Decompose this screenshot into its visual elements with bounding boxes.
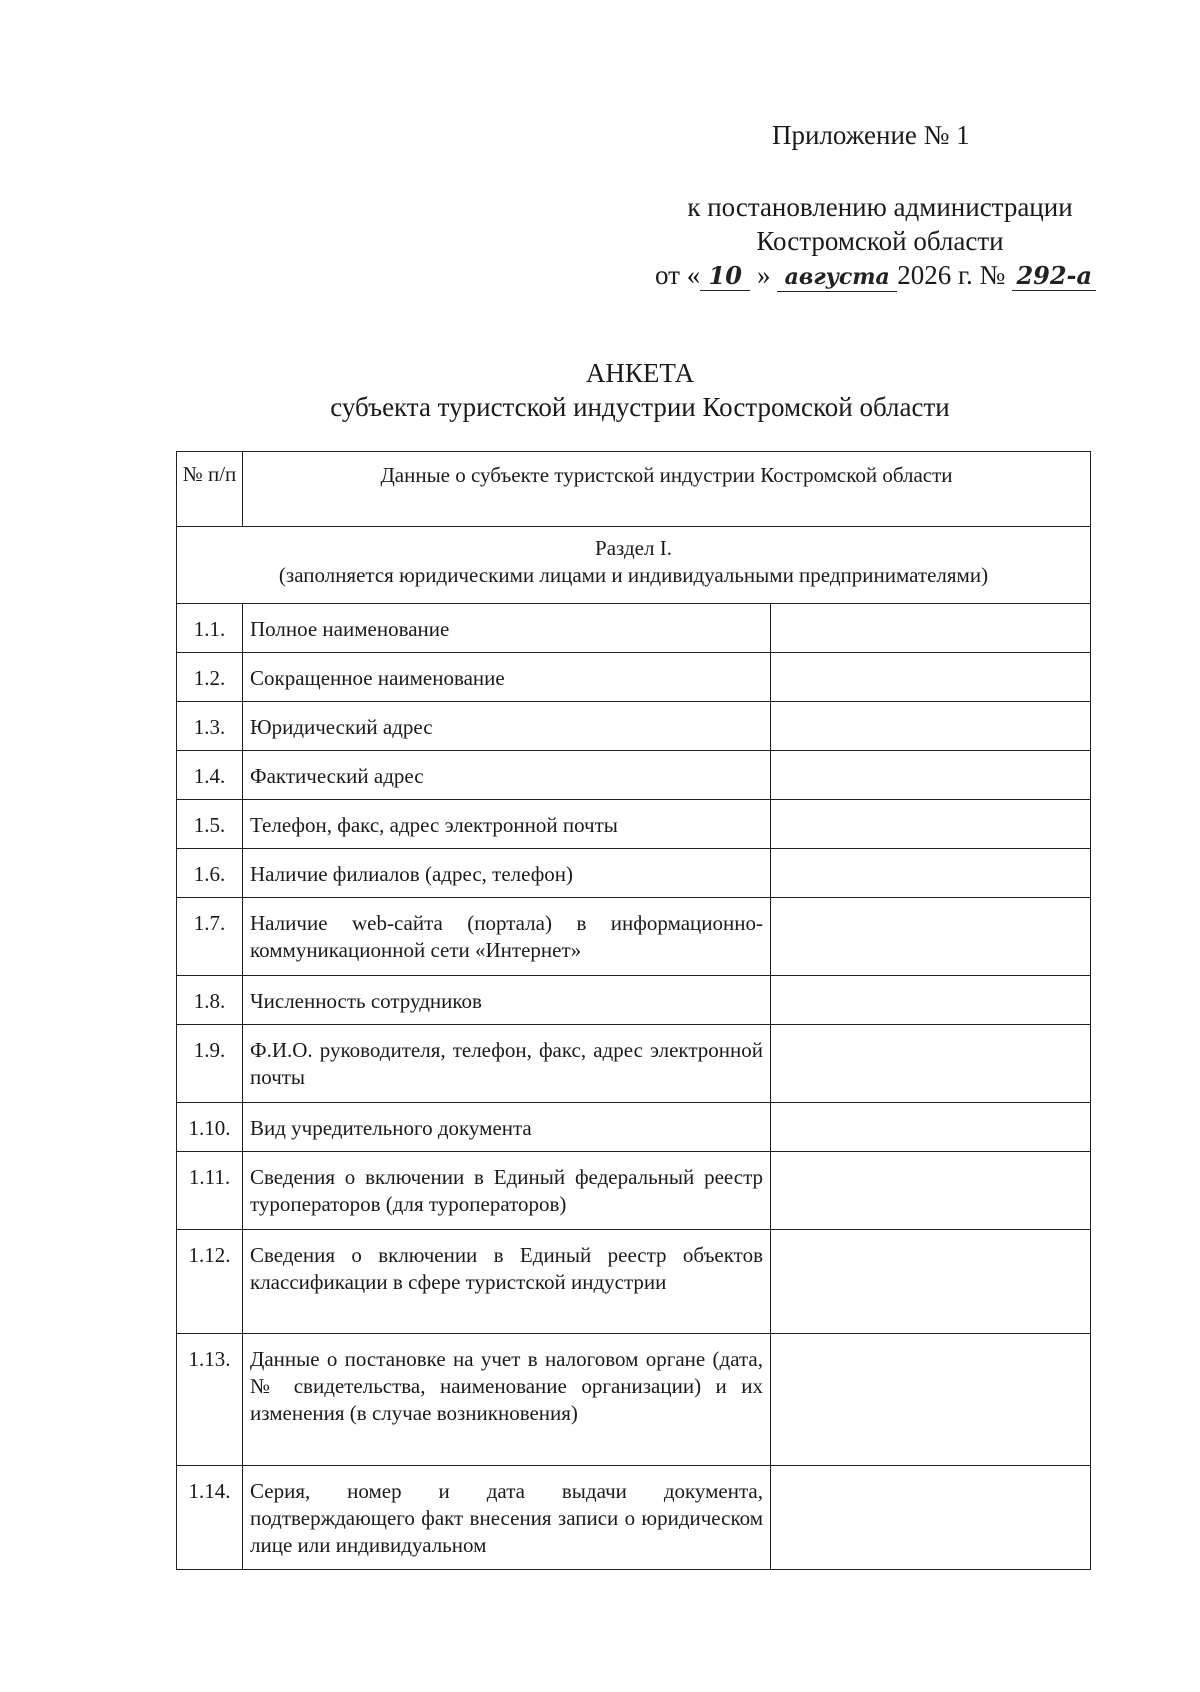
row-desc: Телефон, факс, адрес электронной почты (243, 800, 771, 849)
section-note: (заполняется юридическими лицами и индивидуальными предпринимателями) (278, 563, 989, 587)
row-desc: Сведения о включении в Единый федеральный реестр туроператоров (для туроператоров) (243, 1152, 771, 1230)
row-value-cell[interactable] (771, 800, 1091, 849)
section-title: Раздел I. (595, 536, 672, 560)
section-cell (177, 527, 1091, 604)
row-value-cell[interactable] (771, 1230, 1091, 1334)
table-row (177, 1152, 1091, 1230)
row-desc: Сведения о включении в Единый реестр объектов классификации в сфере туристской индустрии (243, 1230, 771, 1334)
table-row (177, 976, 1091, 1025)
row-num: 1.11. (177, 1152, 243, 1230)
row-desc: Серия, номер и дата выдачи документа, подтверждающего факт внесения записи о юридическом лице или индивидуальном (243, 1466, 771, 1570)
row-value-cell[interactable] (771, 1334, 1091, 1466)
header-desc-cell: Данные о субъекте туристской индустрии Костромской области (243, 452, 1091, 527)
handwritten-day: 10 (700, 262, 750, 291)
section-row (177, 527, 1091, 604)
date-quote-close: » (756, 260, 771, 290)
row-num: 1.14. (177, 1466, 243, 1570)
date-year: 2026 г. № (897, 260, 1006, 290)
row-num: 1.4. (177, 751, 243, 800)
form-title: АНКЕТА (585, 358, 695, 388)
table-row (177, 702, 1091, 751)
row-num: 1.12. (177, 1230, 243, 1334)
row-num: 1.7. (177, 898, 243, 976)
row-num: 1.8. (177, 976, 243, 1025)
decree-date-line (655, 260, 1103, 292)
row-value-cell[interactable] (771, 751, 1091, 800)
handwritten-doc-number (1005, 262, 1103, 290)
table-row (177, 898, 1091, 976)
row-value-cell[interactable] (771, 1103, 1091, 1152)
table-row (177, 1025, 1091, 1103)
row-desc: Юридический адрес (243, 702, 771, 751)
table-row (177, 604, 1091, 653)
appendix-title: Приложение № 1 (772, 120, 970, 150)
row-desc: Наличие филиалов (адрес, телефон) (243, 849, 771, 898)
row-desc: Полное наименование (243, 604, 771, 653)
row-desc: Данные о постановке на учет в налоговом органе (дата, № свидетельства, наименование организации) и их изменения (в случае возникновения) (243, 1334, 771, 1466)
row-num: 1.2. (177, 653, 243, 702)
row-value-cell[interactable] (771, 976, 1091, 1025)
table-row (177, 653, 1091, 702)
decree-line-2: Костромской области (756, 226, 1004, 256)
row-value-cell[interactable] (771, 1466, 1091, 1570)
handwritten-month: августа (777, 263, 897, 292)
table-row (177, 1466, 1091, 1570)
row-value-cell[interactable] (771, 702, 1091, 751)
row-value-cell[interactable] (771, 653, 1091, 702)
decree-reference (640, 190, 1120, 258)
table-header-row (177, 452, 1091, 527)
date-prefix: от « (655, 260, 701, 290)
row-num: 1.9. (177, 1025, 243, 1103)
table-row (177, 1230, 1091, 1334)
decree-line-1: к постановлению администрации (687, 192, 1073, 222)
row-num: 1.3. (177, 702, 243, 751)
row-desc: Численность сотрудников (243, 976, 771, 1025)
row-num: 1.1. (177, 604, 243, 653)
table-row (177, 751, 1091, 800)
questionnaire-table (176, 451, 1091, 1570)
row-desc: Вид учредительного документа (243, 1103, 771, 1152)
row-value-cell[interactable] (771, 1152, 1091, 1230)
row-num: 1.6. (177, 849, 243, 898)
doc-number-text: 292-а (1012, 261, 1096, 291)
table-row (177, 1334, 1091, 1466)
row-num: 1.10. (177, 1103, 243, 1152)
row-value-cell[interactable] (771, 898, 1091, 976)
row-num: 1.13. (177, 1334, 243, 1466)
row-value-cell[interactable] (771, 604, 1091, 653)
row-value-cell[interactable] (771, 1025, 1091, 1103)
table-row (177, 849, 1091, 898)
row-desc: Фактический адрес (243, 751, 771, 800)
row-value-cell[interactable] (771, 849, 1091, 898)
row-desc: Ф.И.О. руководителя, телефон, факс, адрес электронной почты (243, 1025, 771, 1103)
table-row (177, 1103, 1091, 1152)
form-subtitle: субъекта туристской индустрии Костромской области (330, 392, 950, 422)
row-desc: Сокращенное наименование (243, 653, 771, 702)
table-row (177, 800, 1091, 849)
row-desc: Наличие web-сайта (портала) в информационно-коммуникационной сети «Интернет» (243, 898, 771, 976)
header-num-cell: № п/п (177, 452, 243, 527)
row-num: 1.5. (177, 800, 243, 849)
